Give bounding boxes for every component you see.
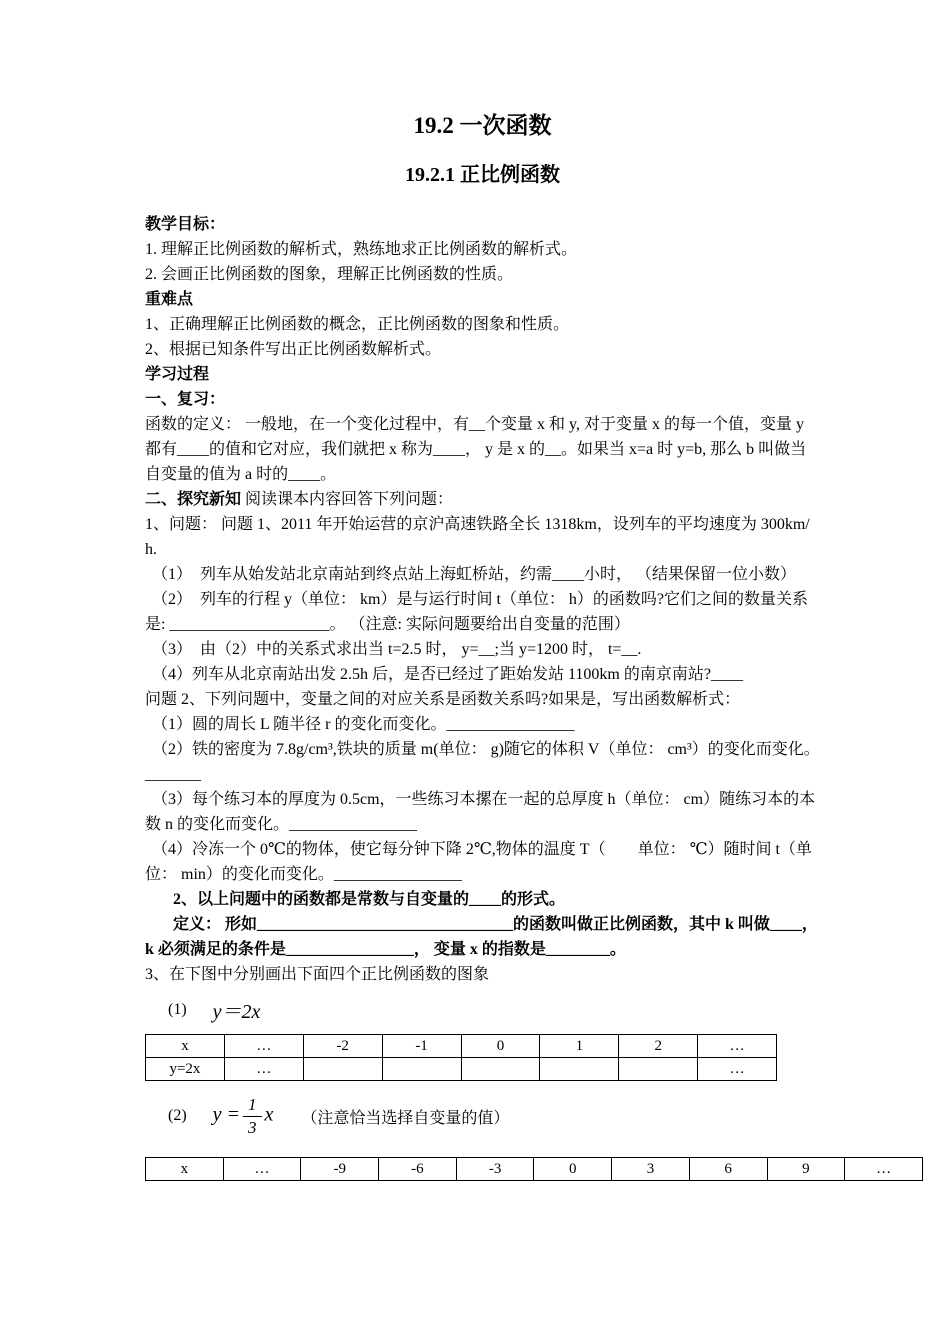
- formula2-row: [168, 1095, 820, 1137]
- formula1-label: (1): [168, 1000, 187, 1018]
- table-cell: 0: [461, 1035, 540, 1058]
- summary-line: 2、以上问题中的函数都是常数与自变量的____的形式。: [173, 891, 566, 908]
- table-cell: 2: [619, 1035, 698, 1058]
- review-text: 函数的定义： 一般地，在一个变化过程中，有__个变量 x 和 y, 对于变量 x 的每一个值，变量 y 都有____的值和它对应，我们就把 x 称为____， y 是 x 的__。如果当 x=a 时 y=b, 那么 b 叫做当自变量的值为 a 时的____。: [145, 416, 807, 483]
- table-cell: -1: [382, 1035, 461, 1058]
- table-one-third-x: [145, 1157, 923, 1181]
- keypoint-item: 2、根据已知条件写出正比例函数解析式。: [145, 341, 442, 358]
- process-heading: 学习过程: [145, 366, 210, 383]
- explore-heading: [145, 487, 820, 512]
- objective-item: 2. 会画正比例函数的图象，理解正比例函数的性质。: [145, 266, 514, 283]
- table-cell: [382, 1058, 461, 1081]
- table-cell: …: [698, 1035, 777, 1058]
- problem2-item: （2）铁的密度为 7.8g/cm³,铁块的质量 m(单位： g)随它的体积 V（单位： cm³）的变化而变化。_______: [145, 741, 820, 783]
- formula1-expression: y＝2x: [212, 1001, 261, 1023]
- formula2-lhs: y =: [212, 1103, 241, 1126]
- page-title: 19.2 一次函数: [413, 113, 552, 138]
- problem1-item: （2） 列车的行程 y（单位： km）是与运行时间 t（单位： h）的函数吗?它们之间的数量关系是: ____________________。 （注意: 实际问题要给出自变量的范围）: [145, 591, 808, 633]
- table-cell: 9: [767, 1158, 845, 1181]
- problem2-item: （1）圆的周长 L 随半径 r 的变化而变化。________________: [152, 716, 575, 733]
- problem1-item: （3） 由（2）中的关系式求出当 t=2.5 时， y=__;当 y=1200 时， t=__.: [152, 641, 642, 658]
- problem1-item: （4）列车从北京南站出发 2.5h 后，是否已经过了距始发站 1100km 的南京南站?____: [152, 666, 743, 683]
- table-cell: -9: [301, 1158, 379, 1181]
- objective-item: 1. 理解正比例函数的解析式，熟练地求正比例函数的解析式。: [145, 241, 578, 258]
- table-y-equals-2x: [145, 1034, 777, 1081]
- graph-task-line: 3、在下图中分别画出下面四个正比例函数的图象: [145, 966, 490, 983]
- table-cell: 0: [534, 1158, 612, 1181]
- problem2-item: （3）每个练习本的厚度为 0.5cm，一些练习本摞在一起的总厚度 h（单位： cm）随练习本的本数 n 的变化而变化。________________: [145, 791, 816, 833]
- table-row: [146, 1035, 777, 1058]
- page-subtitle: 19.2.1 正比例函数: [405, 164, 560, 186]
- table-cell: x: [146, 1158, 224, 1181]
- formula2-expression: [213, 1095, 274, 1137]
- formula2-note: （注意恰当选择自变量的值）: [301, 1109, 510, 1127]
- table-cell: y=2x: [146, 1058, 225, 1081]
- keypoint-item: 1、正确理解正比例函数的概念，正比例函数的图象和性质。: [145, 316, 570, 333]
- keypoints-heading: 重难点: [145, 291, 194, 308]
- fraction-denominator: 3: [248, 1117, 257, 1137]
- explore-heading-rest: 阅读课本内容回答下列问题：: [241, 491, 454, 508]
- table-cell: [619, 1058, 698, 1081]
- fraction-numerator: 1: [243, 1095, 262, 1117]
- table-cell: …: [223, 1158, 301, 1181]
- table-cell: …: [698, 1058, 777, 1081]
- formula2-label: (2): [168, 1107, 187, 1125]
- formula1-row: [168, 995, 820, 1024]
- table-cell: [303, 1058, 382, 1081]
- table-cell: -3: [456, 1158, 534, 1181]
- problem2-intro: 问题 2、下列问题中，变量之间的对应关系是函数关系吗?如果是，写出函数解析式：: [145, 691, 741, 708]
- problem1-intro: 1、问题： 问题 1、2011 年开始运营的京沪高速铁路全长 1318km，设列车的平均速度为 300km/h.: [145, 516, 810, 558]
- table-row: [146, 1058, 777, 1081]
- table-cell: 3: [612, 1158, 690, 1181]
- table-cell: [540, 1058, 619, 1081]
- problem2-item: （4）冷冻一个 0℃的物体，使它每分钟下降 2℃,物体的温度 T（ 单位： ℃）随时间 t（单位： min）的变化而变化。________________: [145, 841, 812, 883]
- table-cell: …: [845, 1158, 923, 1181]
- fraction-one-third: [243, 1095, 262, 1137]
- explore-heading-bold: 二、探究新知: [145, 491, 242, 508]
- table-cell: …: [224, 1035, 303, 1058]
- problem1-item: （1） 列车从始发站北京南站到终点站上海虹桥站，约需____小时， （结果保留一位小数）: [152, 566, 797, 583]
- table-cell: 1: [540, 1035, 619, 1058]
- objectives-heading: 教学目标：: [145, 216, 226, 233]
- table-cell: -6: [379, 1158, 457, 1181]
- table-cell: [461, 1058, 540, 1081]
- table-cell: …: [224, 1058, 303, 1081]
- definition-line: 定义： 形如________________________________的函数叫做正比例函数，其中 k 叫做____， k 必须满足的条件是________________， 变量 x 的指数是________。: [145, 916, 818, 958]
- table-row: [146, 1158, 923, 1181]
- table-cell: x: [146, 1035, 225, 1058]
- review-heading: 一、复习：: [145, 391, 226, 408]
- table-cell: -2: [303, 1035, 382, 1058]
- table-cell: 6: [689, 1158, 767, 1181]
- formula2-variable: x: [264, 1103, 274, 1126]
